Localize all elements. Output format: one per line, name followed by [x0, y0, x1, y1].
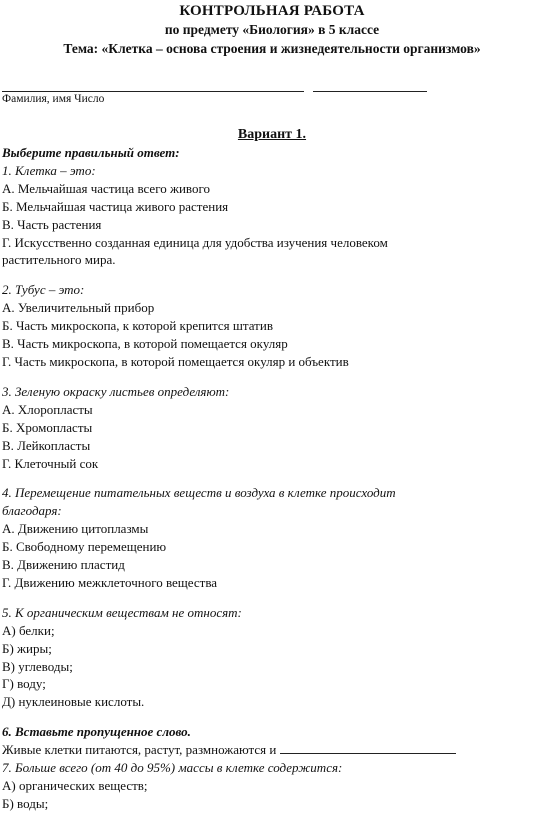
answer-option: Г. Искусственно созданная единица для удобства изучения человеком — [2, 234, 388, 250]
answer-option: Б. Часть микроскопа, к которой крепится штатив — [2, 318, 273, 334]
answer-option: Г. Часть микроскопа, в которой помещается окуляр и объектив — [2, 353, 349, 369]
name-field-label: Фамилия, имя Число — [2, 93, 105, 105]
question-text: 5. К органическим веществам не относят: — [2, 604, 242, 620]
answer-option: Д) нуклеиновые кислоты. — [2, 694, 145, 710]
question-text: 1. Клетка – это: — [2, 162, 96, 178]
question-text: 6. Вставьте пропущенное слово. — [2, 724, 191, 740]
question-text-continued: благодаря: — [2, 503, 62, 519]
answer-option: Г) воду; — [2, 676, 46, 692]
question-text: 3. Зеленую окраску листьев определяют: — [2, 383, 230, 399]
date-blank-line[interactable] — [313, 91, 427, 92]
fill-in-text: Живые клетки питаются, растут, размножаются и — [2, 742, 277, 758]
answer-option: Б) жиры; — [2, 640, 52, 656]
answer-option: Г. Клеточный сок — [2, 455, 99, 471]
answer-option: А) органических веществ; — [2, 778, 148, 793]
answer-option: Б) воды; — [2, 795, 49, 811]
variant-heading: Вариант 1. — [237, 127, 307, 142]
answer-option: А. Мельчайшая частица всего живого — [2, 180, 210, 196]
subject-line: по предмету «Биология» в 5 классе — [164, 22, 380, 37]
answer-option-continued: растительного мира. — [2, 252, 116, 268]
answer-option: В. Часть микроскопа, в которой помещается окуляр — [2, 336, 288, 352]
fill-in-sentence — [2, 741, 540, 759]
question-text: 2. Тубус – это: — [2, 282, 85, 298]
answer-option: Б. Свободному перемещению — [2, 539, 167, 555]
name-blank-line[interactable] — [2, 91, 304, 92]
answer-option: А. Увеличительный прибор — [2, 300, 155, 316]
answer-option: Б. Мельчайшая частица живого растения — [2, 198, 229, 214]
student-name-row — [0, 83, 544, 109]
topic-line: Тема: «Клетка – основа строения и жизнедеятельности организмов» — [63, 41, 481, 56]
test-title: КОНТРОЛЬНАЯ РАБОТА — [179, 3, 365, 19]
answer-option: В. Часть растения — [2, 216, 102, 232]
questions-section — [2, 144, 540, 813]
answer-option: В. Лейкопласты — [2, 437, 91, 453]
answer-option: А. Движению цитоплазмы — [2, 521, 149, 537]
answer-blank-line[interactable] — [280, 741, 456, 754]
answer-option: А) белки; — [2, 622, 55, 638]
question-text: 7. Больше всего (от 40 до 95%) массы в клетке содержится: — [2, 760, 343, 776]
instruction: Выберите правильный ответ: — [2, 145, 180, 160]
answer-option: В) углеводы; — [2, 658, 73, 674]
answer-option: Г. Движению межклеточного вещества — [2, 574, 218, 590]
question-text: 4. Перемещение питательных веществ и воздуха в клетке происходит — [2, 485, 396, 501]
answer-option: А. Хлоропласты — [2, 401, 93, 417]
answer-option: Б. Хромопласты — [2, 419, 93, 435]
answer-option: В. Движению пластид — [2, 557, 125, 573]
test-page — [0, 3, 544, 837]
